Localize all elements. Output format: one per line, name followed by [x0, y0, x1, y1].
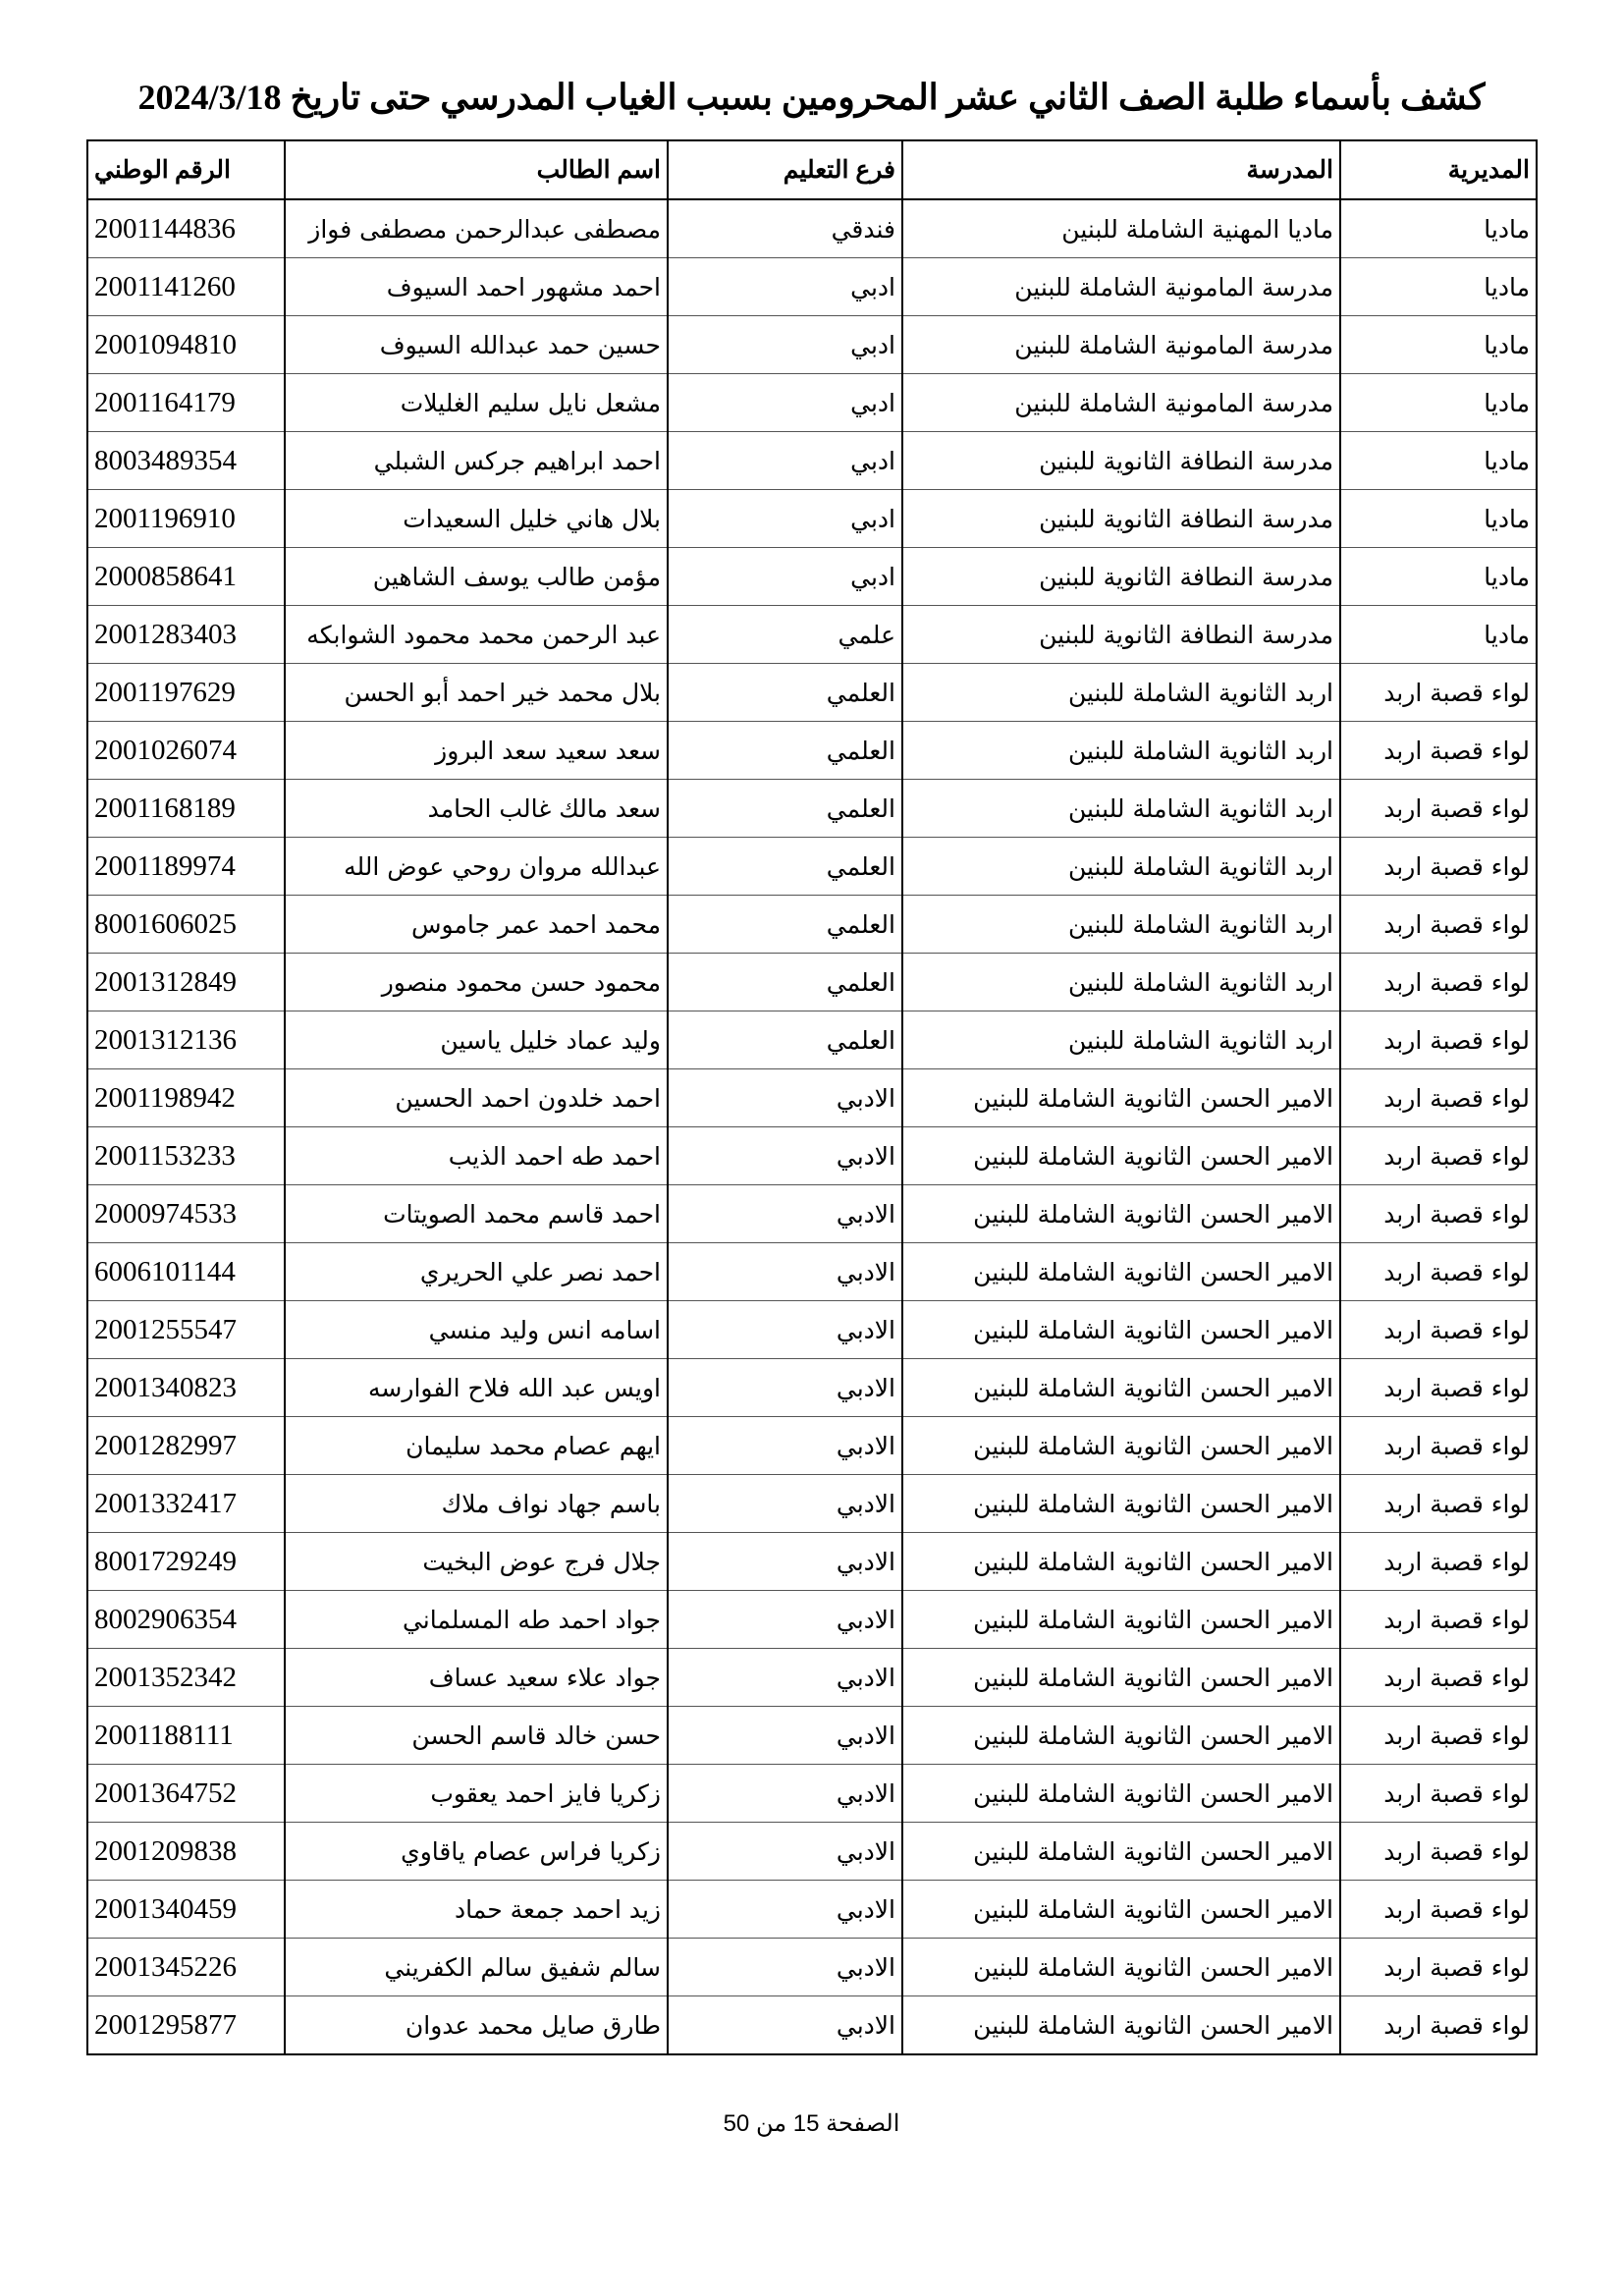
cell-national-id: 2001094810 [87, 316, 285, 374]
cell-branch: ادبي [668, 374, 902, 432]
table-row [87, 374, 1537, 432]
cell-school: اربد الثانوية الشاملة للبنين [902, 896, 1340, 954]
cell-directorate: لواء قصبة اربد [1340, 1417, 1537, 1475]
cell-branch: الادبي [668, 1939, 902, 1996]
cell-directorate: لواء قصبة اربد [1340, 722, 1537, 780]
cell-student-name: سعد مالك غالب الحامد [285, 780, 668, 838]
cell-branch: الادبي [668, 1185, 902, 1243]
cell-directorate: لواء قصبة اربد [1340, 838, 1537, 896]
cell-directorate: لواء قصبة اربد [1340, 1127, 1537, 1185]
table-row [87, 1301, 1537, 1359]
table-row [87, 896, 1537, 954]
cell-directorate: لواء قصبة اربد [1340, 1243, 1537, 1301]
cell-school: اربد الثانوية الشاملة للبنين [902, 722, 1340, 780]
cell-student-name: مشعل نايل سليم الغليلات [285, 374, 668, 432]
page-title: كشف بأسماء طلبة الصف الثاني عشر المحرومين بسبب الغياب المدرسي حتى تاريخ 2024/3/18 [137, 78, 1486, 117]
cell-student-name: احمد نصر علي الحريري [285, 1243, 668, 1301]
cell-directorate: لواء قصبة اربد [1340, 1533, 1537, 1591]
table-row [87, 316, 1537, 374]
cell-branch: الادبي [668, 1881, 902, 1939]
cell-directorate: لواء قصبة اربد [1340, 1475, 1537, 1533]
cell-national-id: 2001332417 [87, 1475, 285, 1533]
cell-directorate: لواء قصبة اربد [1340, 1765, 1537, 1823]
cell-national-id: 2001340823 [87, 1359, 285, 1417]
cell-school: الامير الحسن الثانوية الشاملة للبنين [902, 1996, 1340, 2055]
cell-school: مدرسة النطافة الثانوية للبنين [902, 606, 1340, 664]
cell-student-name: اويس عبد الله فلاح الفوارسه [285, 1359, 668, 1417]
cell-branch: الادبي [668, 1649, 902, 1707]
header-student-name: اسم الطالب [285, 140, 668, 199]
cell-branch: الادبي [668, 1301, 902, 1359]
cell-student-name: بلال هاني خليل السعيدات [285, 490, 668, 548]
cell-school: اربد الثانوية الشاملة للبنين [902, 954, 1340, 1011]
cell-school: الامير الحسن الثانوية الشاملة للبنين [902, 1127, 1340, 1185]
cell-national-id: 2001340459 [87, 1881, 285, 1939]
cell-student-name: زيد احمد جمعة حماد [285, 1881, 668, 1939]
cell-student-name: احمد مشهور احمد السيوف [285, 258, 668, 316]
cell-directorate: لواء قصبة اربد [1340, 1823, 1537, 1881]
cell-school: الامير الحسن الثانوية الشاملة للبنين [902, 1649, 1340, 1707]
cell-branch: الادبي [668, 1823, 902, 1881]
cell-national-id: 2000858641 [87, 548, 285, 606]
cell-branch: الادبي [668, 1591, 902, 1649]
table-row [87, 1127, 1537, 1185]
cell-branch: الادبي [668, 1765, 902, 1823]
cell-student-name: مؤمن طالب يوسف الشاهين [285, 548, 668, 606]
cell-national-id: 2001282997 [87, 1417, 285, 1475]
cell-school: مدرسة المامونية الشاملة للبنين [902, 316, 1340, 374]
cell-branch: فندقي [668, 199, 902, 258]
table-row [87, 722, 1537, 780]
cell-school: الامير الحسن الثانوية الشاملة للبنين [902, 1707, 1340, 1765]
cell-national-id: 2001026074 [87, 722, 285, 780]
cell-directorate: لواء قصبة اربد [1340, 1707, 1537, 1765]
cell-national-id: 6006101144 [87, 1243, 285, 1301]
cell-school: اربد الثانوية الشاملة للبنين [902, 664, 1340, 722]
cell-directorate: لواء قصبة اربد [1340, 1359, 1537, 1417]
cell-school: الامير الحسن الثانوية الشاملة للبنين [902, 1475, 1340, 1533]
cell-directorate: لواء قصبة اربد [1340, 1591, 1537, 1649]
cell-branch: ادبي [668, 316, 902, 374]
table-row [87, 1996, 1537, 2055]
cell-national-id: 2001345226 [87, 1939, 285, 1996]
cell-national-id: 2001295877 [87, 1996, 285, 2055]
cell-national-id: 2001209838 [87, 1823, 285, 1881]
cell-branch: العلمي [668, 896, 902, 954]
table-row [87, 664, 1537, 722]
cell-directorate: لواء قصبة اربد [1340, 1996, 1537, 2055]
table-row [87, 490, 1537, 548]
cell-directorate: لواء قصبة اربد [1340, 1881, 1537, 1939]
table-row [87, 780, 1537, 838]
cell-national-id: 2001364752 [87, 1765, 285, 1823]
table-row [87, 1011, 1537, 1069]
cell-national-id: 2001312849 [87, 954, 285, 1011]
cell-student-name: زكريا فايز احمد يعقوب [285, 1765, 668, 1823]
cell-national-id: 2001198942 [87, 1069, 285, 1127]
cell-school: الامير الحسن الثانوية الشاملة للبنين [902, 1069, 1340, 1127]
cell-directorate: ماديا [1340, 548, 1537, 606]
cell-national-id: 2001188111 [87, 1707, 285, 1765]
table-row [87, 838, 1537, 896]
cell-school: الامير الحسن الثانوية الشاملة للبنين [902, 1939, 1340, 1996]
cell-school: الامير الحسن الثانوية الشاملة للبنين [902, 1185, 1340, 1243]
cell-branch: الادبي [668, 1127, 902, 1185]
cell-directorate: لواء قصبة اربد [1340, 780, 1537, 838]
cell-branch: الادبي [668, 1359, 902, 1417]
cell-student-name: محمود حسن محمود منصور [285, 954, 668, 1011]
cell-student-name: احمد طه احمد الذيب [285, 1127, 668, 1185]
cell-directorate: ماديا [1340, 490, 1537, 548]
cell-school: مدرسة النطافة الثانوية للبنين [902, 490, 1340, 548]
cell-school: الامير الحسن الثانوية الشاملة للبنين [902, 1359, 1340, 1417]
cell-school: الامير الحسن الثانوية الشاملة للبنين [902, 1823, 1340, 1881]
table-body [87, 199, 1537, 2054]
cell-national-id: 2001352342 [87, 1649, 285, 1707]
students-table-wrapper [86, 139, 1538, 2055]
cell-school: اربد الثانوية الشاملة للبنين [902, 838, 1340, 896]
table-row [87, 1417, 1537, 1475]
cell-directorate: لواء قصبة اربد [1340, 954, 1537, 1011]
cell-school: اربد الثانوية الشاملة للبنين [902, 780, 1340, 838]
cell-student-name: مصطفى عبدالرحمن مصطفى فواز [285, 199, 668, 258]
cell-student-name: احمد ابراهيم جركس الشبلي [285, 432, 668, 490]
cell-student-name: بلال محمد خير احمد أبو الحسن [285, 664, 668, 722]
header-national-id: الرقم الوطني [87, 140, 285, 199]
cell-school: الامير الحسن الثانوية الشاملة للبنين [902, 1243, 1340, 1301]
table-row [87, 1533, 1537, 1591]
cell-directorate: ماديا [1340, 432, 1537, 490]
cell-student-name: حسين حمد عبدالله السيوف [285, 316, 668, 374]
cell-directorate: ماديا [1340, 199, 1537, 258]
header-school: المدرسة [902, 140, 1340, 199]
cell-school: مدرسة النطافة الثانوية للبنين [902, 432, 1340, 490]
cell-student-name: جواد احمد طه المسلماني [285, 1591, 668, 1649]
cell-branch: الادبي [668, 1069, 902, 1127]
table-row [87, 548, 1537, 606]
table-row [87, 1765, 1537, 1823]
cell-branch: الادبي [668, 1475, 902, 1533]
cell-school: اربد الثانوية الشاملة للبنين [902, 1011, 1340, 1069]
table-row [87, 1591, 1537, 1649]
table-row [87, 432, 1537, 490]
cell-national-id: 2001164179 [87, 374, 285, 432]
table-row [87, 1243, 1537, 1301]
cell-student-name: احمد خلدون احمد الحسين [285, 1069, 668, 1127]
cell-national-id: 2000974533 [87, 1185, 285, 1243]
table-row [87, 606, 1537, 664]
cell-branch: علمي [668, 606, 902, 664]
cell-school: مدرسة المامونية الشاملة للبنين [902, 374, 1340, 432]
cell-national-id: 8001606025 [87, 896, 285, 954]
cell-national-id: 2001141260 [87, 258, 285, 316]
page-number: الصفحة 15 من 50 [723, 2110, 900, 2137]
cell-student-name: اسامه انس وليد منسي [285, 1301, 668, 1359]
cell-student-name: احمد قاسم محمد الصويتات [285, 1185, 668, 1243]
cell-branch: الادبي [668, 1996, 902, 2055]
cell-directorate: ماديا [1340, 258, 1537, 316]
cell-student-name: باسم جهاد نواف ملاك [285, 1475, 668, 1533]
cell-branch: الادبي [668, 1533, 902, 1591]
cell-national-id: 8002906354 [87, 1591, 285, 1649]
cell-student-name: ايهم عصام محمد سليمان [285, 1417, 668, 1475]
cell-national-id: 2001153233 [87, 1127, 285, 1185]
cell-school: الامير الحسن الثانوية الشاملة للبنين [902, 1881, 1340, 1939]
cell-student-name: عبد الرحمن محمد محمود الشوابكه [285, 606, 668, 664]
cell-school: الامير الحسن الثانوية الشاملة للبنين [902, 1765, 1340, 1823]
cell-branch: العلمي [668, 838, 902, 896]
cell-directorate: لواء قصبة اربد [1340, 896, 1537, 954]
cell-student-name: حسن خالد قاسم الحسن [285, 1707, 668, 1765]
cell-national-id: 8003489354 [87, 432, 285, 490]
table-row [87, 1475, 1537, 1533]
table-row [87, 1359, 1537, 1417]
cell-branch: العلمي [668, 664, 902, 722]
cell-student-name: جواد علاء سعيد عساف [285, 1649, 668, 1707]
cell-school: مدرسة المامونية الشاملة للبنين [902, 258, 1340, 316]
cell-branch: العلمي [668, 1011, 902, 1069]
cell-national-id: 2001197629 [87, 664, 285, 722]
cell-national-id: 8001729249 [87, 1533, 285, 1591]
cell-directorate: لواء قصبة اربد [1340, 664, 1537, 722]
cell-branch: ادبي [668, 548, 902, 606]
cell-directorate: لواء قصبة اربد [1340, 1649, 1537, 1707]
cell-school: الامير الحسن الثانوية الشاملة للبنين [902, 1301, 1340, 1359]
cell-branch: الادبي [668, 1707, 902, 1765]
cell-student-name: سالم شفيق سالم الكفريني [285, 1939, 668, 1996]
table-row [87, 258, 1537, 316]
cell-student-name: طارق صايل محمد عدوان [285, 1996, 668, 2055]
table-row [87, 1069, 1537, 1127]
table-row [87, 954, 1537, 1011]
cell-branch: ادبي [668, 432, 902, 490]
cell-student-name: جلال فرج عوض البخيت [285, 1533, 668, 1591]
table-row [87, 199, 1537, 258]
cell-school: الامير الحسن الثانوية الشاملة للبنين [902, 1591, 1340, 1649]
cell-branch: الادبي [668, 1243, 902, 1301]
cell-national-id: 2001168189 [87, 780, 285, 838]
cell-directorate: لواء قصبة اربد [1340, 1185, 1537, 1243]
cell-branch: ادبي [668, 258, 902, 316]
cell-branch: الادبي [668, 1417, 902, 1475]
cell-student-name: محمد احمد عمر جاموس [285, 896, 668, 954]
table-header-row [87, 140, 1537, 199]
cell-national-id: 2001196910 [87, 490, 285, 548]
table-row [87, 1185, 1537, 1243]
cell-directorate: ماديا [1340, 316, 1537, 374]
cell-directorate: لواء قصبة اربد [1340, 1069, 1537, 1127]
cell-branch: العلمي [668, 954, 902, 1011]
cell-student-name: وليد عماد خليل ياسين [285, 1011, 668, 1069]
table-row [87, 1939, 1537, 1996]
cell-directorate: ماديا [1340, 374, 1537, 432]
cell-student-name: سعد سعيد سعد البروز [285, 722, 668, 780]
cell-directorate: لواء قصبة اربد [1340, 1011, 1537, 1069]
cell-national-id: 2001312136 [87, 1011, 285, 1069]
cell-branch: العلمي [668, 722, 902, 780]
cell-school: الامير الحسن الثانوية الشاملة للبنين [902, 1417, 1340, 1475]
cell-student-name: عبدالله مروان روحي عوض الله [285, 838, 668, 896]
header-branch: فرع التعليم [668, 140, 902, 199]
students-table [86, 139, 1538, 2055]
cell-directorate: ماديا [1340, 606, 1537, 664]
cell-national-id: 2001255547 [87, 1301, 285, 1359]
cell-student-name: زكريا فراس عصام ياقاوي [285, 1823, 668, 1881]
cell-directorate: لواء قصبة اربد [1340, 1939, 1537, 1996]
cell-national-id: 2001189974 [87, 838, 285, 896]
cell-directorate: لواء قصبة اربد [1340, 1301, 1537, 1359]
cell-branch: ادبي [668, 490, 902, 548]
table-row [87, 1881, 1537, 1939]
cell-national-id: 2001144836 [87, 199, 285, 258]
table-row [87, 1649, 1537, 1707]
cell-branch: العلمي [668, 780, 902, 838]
cell-school: مدرسة النطافة الثانوية للبنين [902, 548, 1340, 606]
cell-school: ماديا المهنية الشاملة للبنين [902, 199, 1340, 258]
cell-national-id: 2001283403 [87, 606, 285, 664]
header-directorate: المديرية [1340, 140, 1537, 199]
table-row [87, 1707, 1537, 1765]
table-row [87, 1823, 1537, 1881]
cell-school: الامير الحسن الثانوية الشاملة للبنين [902, 1533, 1340, 1591]
